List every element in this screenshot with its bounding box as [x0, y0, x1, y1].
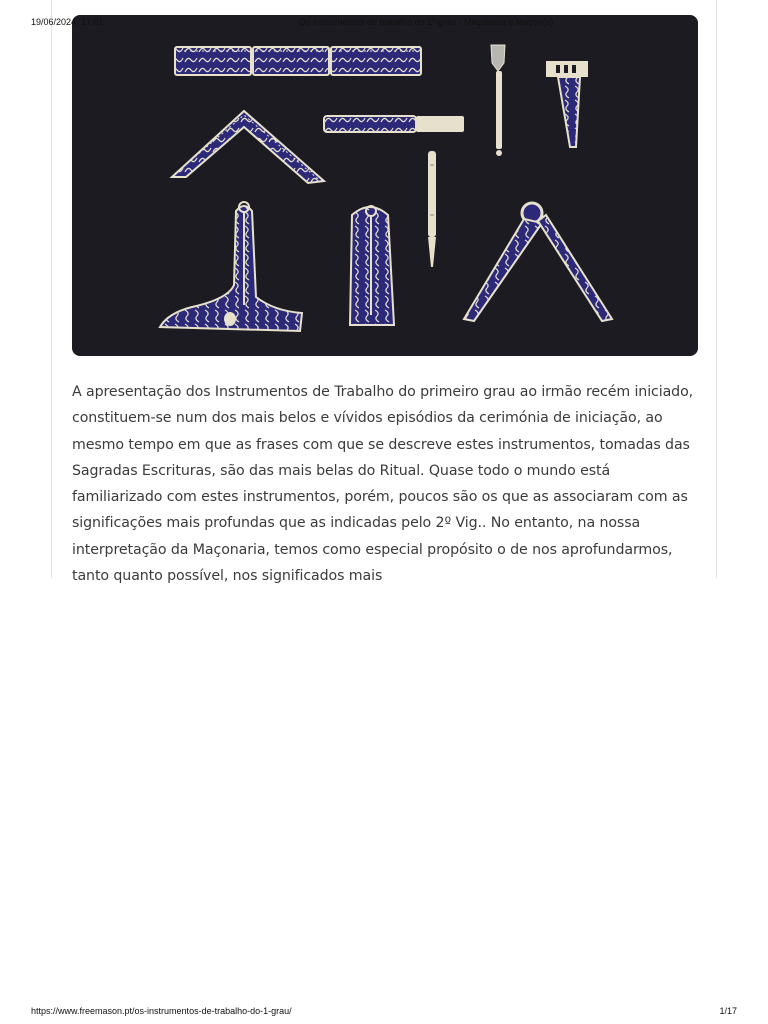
- rule-icon: [324, 116, 464, 132]
- print-date: 19/06/2024, 17:01: [31, 17, 104, 27]
- page-url: https://www.freemason.pt/os-instrumentos-de-trabalho-do-1-grau/: [31, 1006, 292, 1016]
- gauge-icon: [175, 47, 421, 75]
- page-number: 1/17: [719, 1006, 737, 1016]
- plumb-icon: [350, 206, 394, 325]
- trowel-icon: [491, 45, 505, 156]
- print-header: [31, 17, 737, 29]
- plumb-rule-icon: [546, 61, 588, 147]
- article-paragraph: A apresentação dos Instrumentos de Trabalho do primeiro grau ao irmão recém iniciado, constituem-se num dos mais belos e vívidos episódios da cerimónia de iniciação, ao mesmo tempo em que as frases com que se descreve estes instrumentos, tomadas das Sagradas Escrituras, são das mais belas do Ritual. Quase todo o mundo está familiarizado com estes instrumentos, porém, poucos são os que as associaram com as significações mais profundas que as indicadas pelo 2º Vig.. No entanto, na nossa interpretação da Maçonaria, temos como especial propósito o de nos aprofundarmos, tanto quanto possível, nos significados mais: [72, 384, 694, 585]
- compasses-icon: [464, 203, 612, 321]
- level-icon: [160, 202, 302, 331]
- square-icon: [172, 111, 324, 183]
- chisel-icon: [428, 151, 436, 267]
- print-page-title: Os instrumentos de trabalho do 1º grau - Maçonaria e Maçon(s): [299, 17, 554, 27]
- masonic-tools-image: [72, 15, 698, 356]
